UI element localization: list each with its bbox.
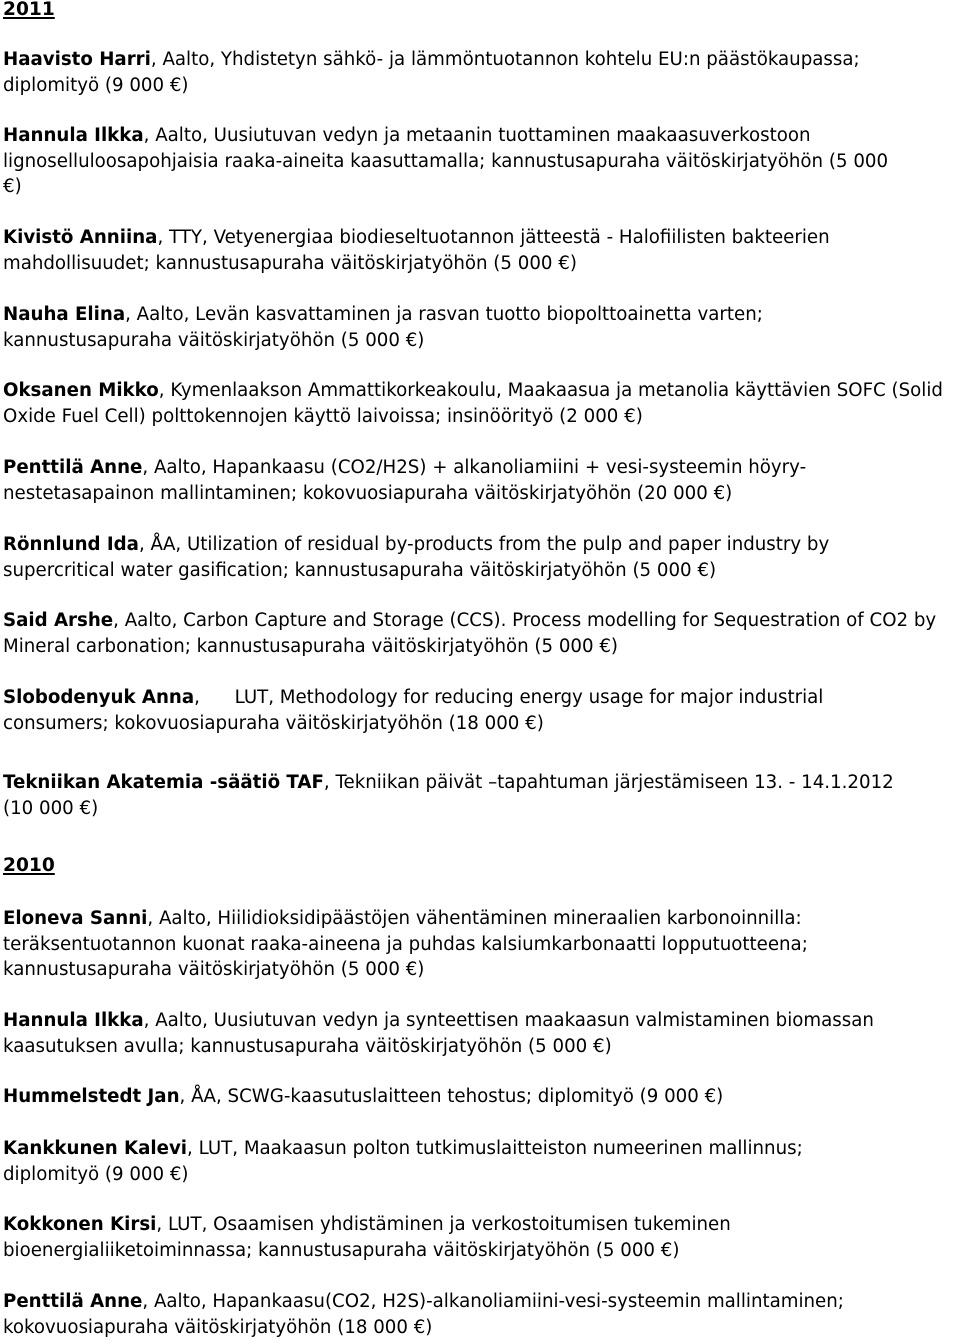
grant-description: , Kymenlaakson Ammattikorkeakoulu, Maakaasua ja metanolia käyttävien SOFC (Solid Oxide Fuel Cell) polttokennojen käyttö laivoissa; insinöörityö (2 000 €): [3, 380, 943, 427]
year-heading-2011: 2011: [3, 0, 55, 20]
recipient-name: Hannula Ilkka: [3, 125, 144, 146]
grant-entry: [3, 302, 903, 353]
recipient-name: Said Arshe: [3, 610, 114, 631]
grant-description: , Aalto, Carbon Capture and Storage (CCS). Process modelling for Sequestration of CO2 by Mineral carbonation; kannustusapuraha väitöskirjatyöhön (5 000 €): [3, 610, 937, 657]
year-heading-2010: 2010: [3, 855, 55, 876]
grant-entry: [3, 378, 948, 429]
recipient-name: Haavisto Harri: [3, 49, 151, 70]
grant-entry: [3, 47, 958, 98]
grant-entry: [3, 1136, 903, 1187]
recipient-name: Kivistö Anniina: [3, 227, 158, 248]
grant-entry: [3, 608, 960, 659]
recipient-name: Penttilä Anne: [3, 1291, 143, 1312]
grant-description: , LUT, Methodology for reducing energy usage for major industrial consumers; kokovuosiapuraha väitöskirjatyöhön (18 000 €): [3, 687, 830, 734]
grant-entry: [3, 1289, 948, 1340]
recipient-name: Eloneva Sanni: [3, 908, 148, 929]
grant-entry: [3, 532, 933, 583]
recipient-name: Kokkonen Kirsi: [3, 1214, 157, 1235]
grant-description: , Aalto, Hiilidioksidipäästöjen vähentäminen mineraalien karbonoinnilla: teräksentuotannon kuonat raaka-aineena ja puhdas kalsiumkarbonaatti lopputuotteena; kannustusapuraha väitöskirjatyöhön (5 000 €): [3, 908, 808, 981]
recipient-name: Oksanen Mikko: [3, 380, 159, 401]
grant-description: , TTY, Vetyenergiaa biodieseltuotannon jätteestä - Halofiilisten bakteerien mahdollisuudet; kannustusapuraha väitöskirjatyöhön (5 000 €): [3, 227, 830, 274]
recipient-name: Slobodenyuk Anna: [3, 687, 195, 708]
grant-entry: [3, 1084, 943, 1110]
recipient-name: Nauha Elina: [3, 304, 126, 325]
grant-entry: [3, 1212, 903, 1263]
grant-description: , LUT, Maakaasun polton tutkimuslaitteiston numeerinen mallinnus; diplomityö (9 000 €): [3, 1138, 803, 1185]
grant-entry: [3, 455, 923, 506]
grant-entry: [3, 1008, 903, 1059]
grant-description: , Tekniikan päivät –tapahtuman järjestämiseen 13. - 14.1.2012 (10 000 €): [3, 772, 894, 819]
recipient-name: Hummelstedt Jan: [3, 1086, 180, 1107]
grant-description: , Aalto, Yhdistetyn sähkö- ja lämmöntuotannon kohtelu EU:n päästökaupassa; diplomityö (9 000 €): [3, 49, 860, 96]
grant-description: , Aalto, Hapankaasu(CO2, H2S)-alkanoliamiini-vesi-systeemin mallintaminen; kokovuosiapuraha väitöskirjatyöhön (18 000 €): [3, 1291, 844, 1338]
recipient-name: Tekniikan Akatemia -säätiö TAF: [3, 772, 324, 793]
grant-description: , LUT, Osaamisen yhdistäminen ja verkostoitumisen tukeminen bioenergialiiketoiminnassa; kannustusapuraha väitöskirjatyöhön (5 000 €): [3, 1214, 731, 1261]
recipient-name: Kankkunen Kalevi: [3, 1138, 188, 1159]
recipient-name: Rönnlund Ida: [3, 534, 139, 555]
recipient-name: Penttilä Anne: [3, 457, 143, 478]
grant-description: , Aalto, Levän kasvattaminen ja rasvan tuotto biopolttoainetta varten; kannustusapuraha väitöskirjatyöhön (5 000 €): [3, 304, 763, 351]
grant-entry: [3, 225, 933, 276]
grant-description: , Aalto, Uusiutuvan vedyn ja synteettisen maakaasun valmistaminen biomassan kaasutuksen avulla; kannustusapuraha väitöskirjatyöhön (5 000 €): [3, 1010, 874, 1057]
grant-description: , ÅA, Utilization of residual by-products from the pulp and paper industry by supercritical water gasification; kannustusapuraha väitöskirjatyöhön (5 000 €): [3, 534, 830, 581]
recipient-name: Hannula Ilkka: [3, 1010, 144, 1031]
grant-entry: [3, 123, 903, 200]
grant-entry: [3, 685, 933, 736]
grant-description: , ÅA, SCWG-kaasutuslaitteen tehostus; diplomityö (9 000 €): [179, 1086, 724, 1107]
grant-description: , Aalto, Hapankaasu (CO2/H2S) + alkanoliamiini + vesi-systeemin höyry-nestetasapainon mallintaminen; kokovuosiapuraha väitöskirjatyöhön (20 000 €): [3, 457, 807, 504]
grant-description: , Aalto, Uusiutuvan vedyn ja metaanin tuottaminen maakaasuverkostoon lignoselluloosapohjaisia raaka-aineita kaasuttamalla; kannustusapuraha väitöskirjatyöhön (5 000 €): [3, 125, 889, 198]
grant-entry: [3, 770, 903, 821]
grant-entry: [3, 906, 903, 983]
